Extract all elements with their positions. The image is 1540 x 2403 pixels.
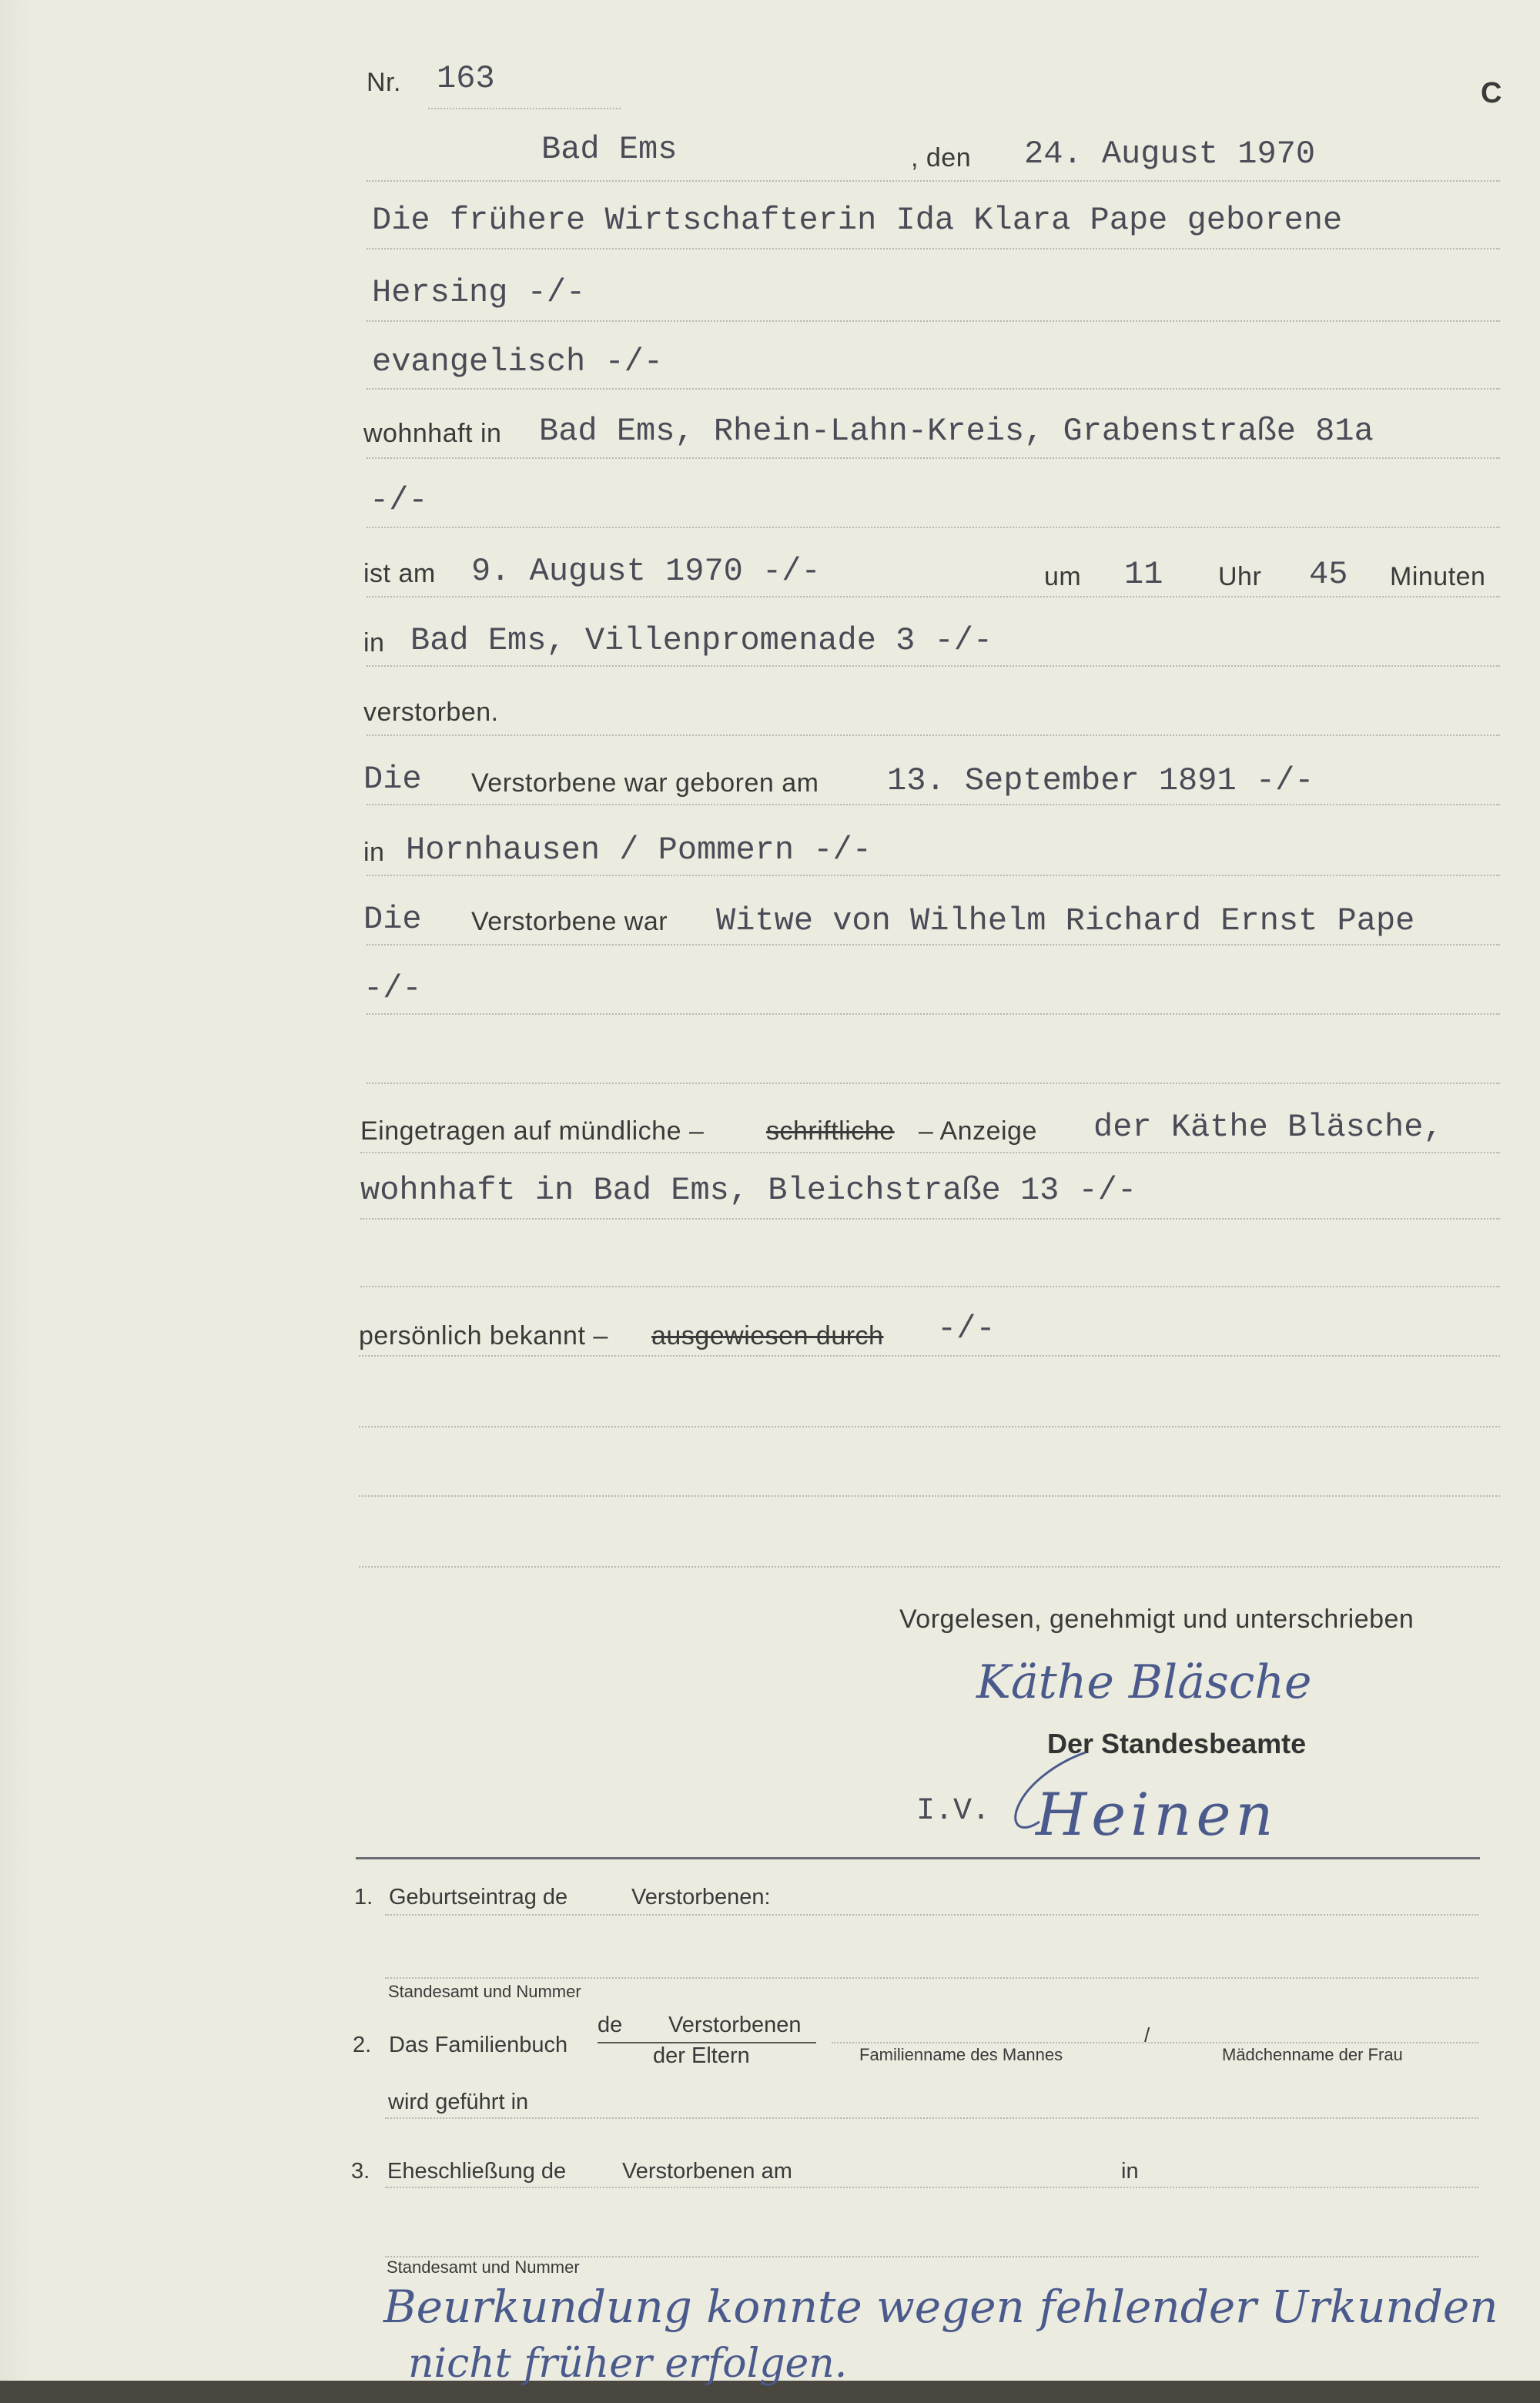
rule (367, 804, 1500, 805)
rule (360, 1286, 1500, 1287)
item3-in: in (1121, 2159, 1139, 2184)
slash: / (1144, 2023, 1150, 2047)
marital-continuation: -/- (363, 970, 422, 1007)
item1-value: Verstorbenen: (631, 1885, 771, 1909)
rule (367, 1013, 1500, 1015)
death-place: Bad Ems, Villenpromenade 3 -/- (410, 622, 993, 659)
registration-label-prefix: Eingetragen auf mündliche – (360, 1116, 705, 1146)
item1-label: Geburtseintrag de (389, 1885, 568, 1909)
gefuehrt-label: wird geführt in (388, 2090, 529, 2114)
in-label: in (363, 628, 385, 658)
corner-letter: C (1481, 77, 1502, 109)
rule (359, 1426, 1500, 1427)
rule (360, 1152, 1500, 1153)
rule (367, 180, 1500, 182)
place: Bad Ems (541, 131, 678, 168)
standesamt-label: Standesamt und Nummer (388, 1982, 581, 2001)
handwritten-note-line2: nicht früher erfolgen. (408, 2341, 848, 2387)
rule (832, 2042, 1478, 2043)
rule (367, 388, 1500, 390)
rule (367, 1083, 1500, 1084)
death-hour: 11 (1124, 556, 1163, 593)
registration-struck-option: schriftliche (766, 1116, 895, 1146)
birth-name: Hersing -/- (372, 274, 586, 311)
rule (359, 1355, 1500, 1357)
birth-label: Verstorbene war geboren am (471, 768, 819, 798)
rule (367, 320, 1500, 322)
registration-label-suffix: – Anzeige (919, 1116, 1037, 1146)
rule (385, 2117, 1478, 2119)
marital-value: Witwe von Wilhelm Richard Ernst Pape (716, 902, 1415, 939)
rule (385, 1977, 1478, 1979)
item2-top: Verstorbenen (668, 2013, 802, 2037)
deceased-intro: Die frühere Wirtschafterin Ida Klara Pape geborene (372, 202, 1343, 239)
rule (359, 1566, 1500, 1568)
item3-value: Verstorbenen am (622, 2159, 792, 2184)
rule (367, 457, 1500, 459)
identity-struck-option: ausgewiesen durch (651, 1321, 884, 1350)
official-signature: Heinen (1036, 1780, 1278, 1849)
die-label: Die (363, 761, 422, 798)
familienname-label: Familienname des Mannes (859, 2045, 1063, 2064)
informant-address: wohnhaft in Bad Ems, Bleichstraße 13 -/- (360, 1172, 1137, 1209)
residence: Bad Ems, Rhein-Lahn-Kreis, Grabenstraße 81a (539, 413, 1374, 450)
standesamt-label: Standesamt und Nummer (387, 2257, 580, 2277)
religion: evangelisch -/- (372, 343, 664, 380)
rule (367, 665, 1500, 667)
death-minutes: 45 (1309, 556, 1348, 593)
residence-label: wohnhaft in (363, 419, 502, 448)
die-label: Die (363, 901, 422, 938)
rule (367, 735, 1500, 736)
um-label: um (1044, 562, 1082, 591)
rule (385, 2187, 1478, 2188)
rule (360, 1218, 1500, 1220)
item1-number: 1. (354, 1885, 373, 1909)
rule (367, 527, 1500, 528)
vorgelesen-text: Vorgelesen, genehmigt und unterschrieben (899, 1605, 1414, 1634)
item2-de: de (598, 2013, 623, 2037)
item3-label: Eheschließung de (387, 2159, 567, 2184)
verstorben-label: verstorben. (363, 698, 499, 727)
birth-in-label: in (363, 838, 385, 867)
item2-label: Das Familienbuch (389, 2033, 568, 2057)
iv-label: I.V. (916, 1794, 991, 1829)
rule (367, 596, 1500, 597)
rule (367, 944, 1500, 945)
item3-number: 3. (351, 2159, 370, 2184)
identity-label: persönlich bekannt – (359, 1321, 608, 1350)
nr-label: Nr. (367, 68, 401, 97)
informant-signature: Käthe Bläsche (976, 1655, 1312, 1709)
rule (367, 248, 1500, 249)
rule (428, 108, 621, 109)
handwritten-note-line1: Beurkundung konnte wegen fehlender Urkunden (383, 2281, 1498, 2333)
signature-flourish (993, 1748, 1101, 1840)
rule (367, 875, 1500, 876)
nr-value: 163 (437, 60, 495, 97)
uhr-label: Uhr (1218, 562, 1262, 591)
maedchenname-label: Mädchenname der Frau (1222, 2045, 1403, 2064)
section-divider (356, 1857, 1480, 1859)
birth-date: 13. September 1891 -/- (887, 762, 1314, 799)
identity-value: -/- (937, 1310, 996, 1347)
official-label: Der Standesbeamte (1047, 1728, 1307, 1759)
birth-place: Hornhausen / Pommern -/- (406, 832, 872, 868)
rule (385, 1914, 1478, 1916)
residence-continuation: -/- (370, 482, 428, 519)
death-date: 9. August 1970 -/- (471, 553, 821, 590)
item2-bottom: der Eltern (653, 2043, 750, 2068)
rule (359, 1495, 1500, 1497)
minuten-label: Minuten (1390, 562, 1486, 591)
item2-number: 2. (353, 2033, 372, 2057)
ist-am-label: ist am (363, 559, 436, 588)
den-label: , den (911, 143, 972, 172)
document-date: 24. August 1970 (1024, 136, 1316, 172)
informant: der Käthe Bläsche, (1093, 1109, 1443, 1146)
marital-label: Verstorbene war (471, 907, 668, 936)
